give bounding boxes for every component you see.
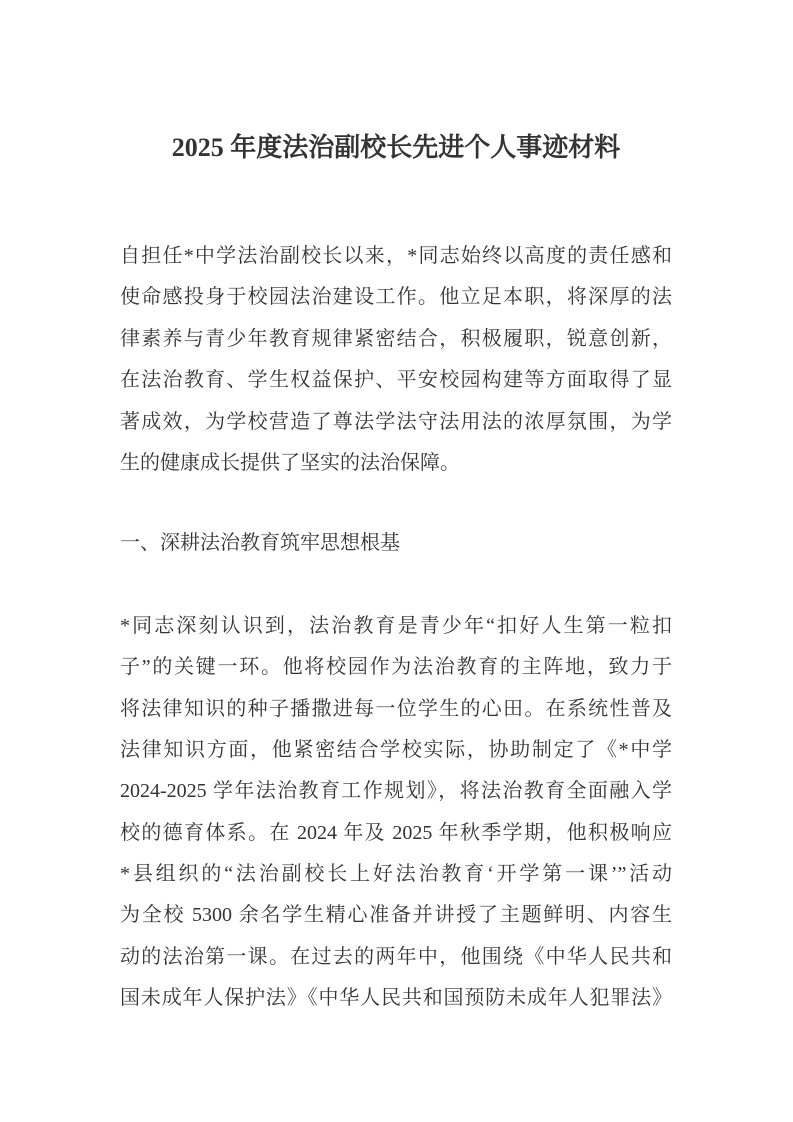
text-line: 动的法治第一课。在过去的两年中，他围绕《中华人民共和 [120,945,672,968]
text-line: 律素养与青少年教育规律紧密结合，积极履职，锐意创新， [120,327,672,350]
text-line: 在法治教育、学生权益保护、平安校园构建等方面取得了显 [120,369,672,392]
text-line: 著成效，为学校营造了尊法学法守法用法的浓厚氛围，为学 [120,410,672,433]
text-line: 子”的关键一环。他将校园作为法治教育的主阵地，致力于 [120,656,672,679]
intro-paragraph [120,236,672,484]
text-line: 使命感投身于校园法治建设工作。他立足本职，将深厚的法 [120,286,672,309]
text-line: *县组织的“法治副校长上好法治教育‘开学第一课’”活动 [120,863,672,886]
section-heading-1: 一、深耕法治教育筑牢思想根基 [120,532,400,555]
text-line: 为全校 5300 余名学生精心准备并讲授了主题鲜明、内容生 [120,904,672,927]
section-1-paragraph [120,606,672,1020]
document-title: 2025 年度法治副校长先进个人事迹材料 [171,133,621,162]
text-line: 自担任*中学法治副校长以来，*同志始终以高度的责任感和 [120,245,672,267]
text-line: *同志深刻认识到，法治教育是青少年“扣好人生第一粒扣 [120,614,672,637]
text-line: 法律知识方面，他紧密结合学校实际，协助制定了《*中学 [120,738,672,761]
text-line: 校的德育体系。在 2024 年及 2025 年秋季学期，他积极响应 [120,821,672,844]
text-line: 国未成年人保护法》《中华人民共和国预防未成年人犯罪法》 [120,987,672,1010]
text-line: 2024-2025 学年法治教育工作规划》，将法治教育全面融入学 [120,780,672,803]
text-line: 生的健康成长提供了坚实的法治保障。 [120,451,460,474]
text-line: 将法律知识的种子播撒进每一位学生的心田。在系统性普及 [120,697,672,720]
